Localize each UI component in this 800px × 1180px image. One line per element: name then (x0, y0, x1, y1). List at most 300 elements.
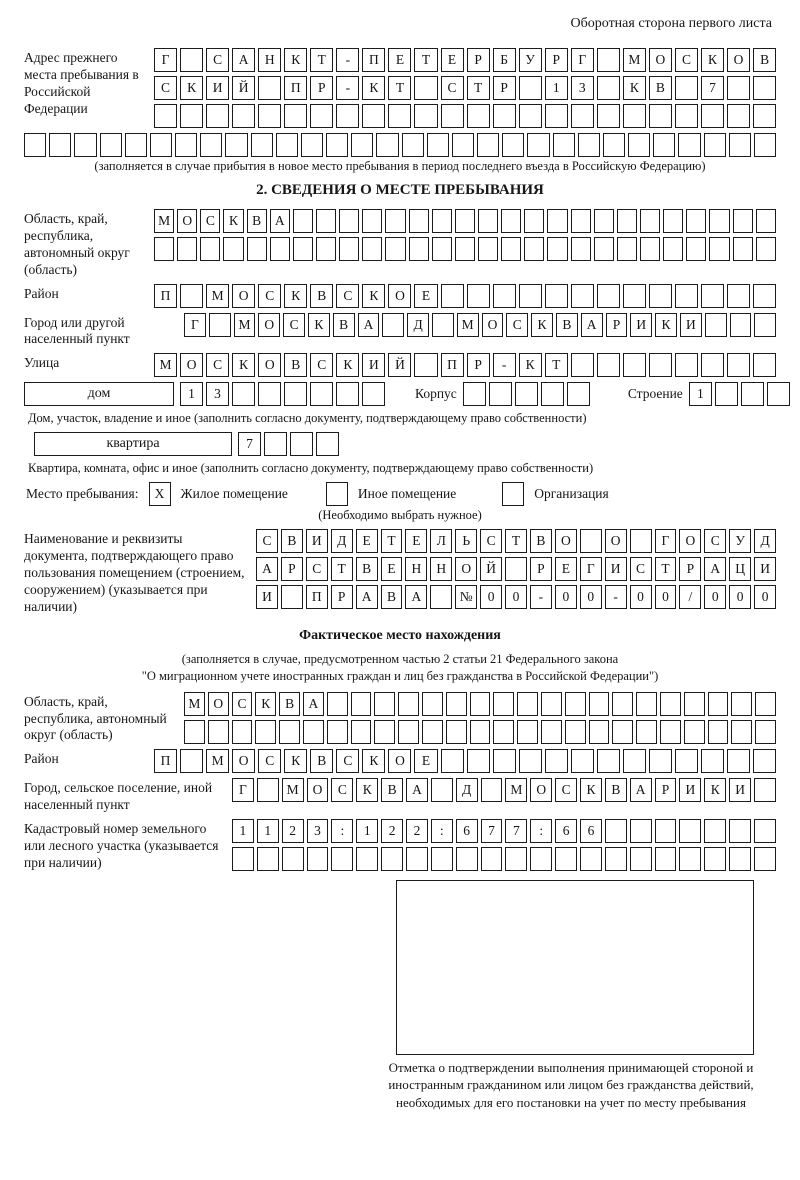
char-cell: : (431, 819, 453, 843)
char-row (154, 284, 776, 308)
char-cell (478, 209, 498, 233)
char-cell (374, 692, 395, 716)
char-cell (481, 847, 503, 871)
char-cell: М (234, 313, 256, 337)
stroenie-label: Строение (627, 386, 683, 402)
char-cell (630, 529, 652, 553)
char-cell: О (258, 313, 280, 337)
char-cell: 0 (655, 585, 677, 609)
char-cell (729, 133, 751, 157)
char-cell: Е (405, 529, 427, 553)
char-cell: П (362, 48, 385, 72)
char-cell (456, 847, 478, 871)
char-cell: И (729, 778, 751, 802)
char-row (154, 48, 776, 72)
char-cell: Г (571, 48, 594, 72)
char-cell: 3 (571, 76, 594, 100)
char-cell (422, 692, 443, 716)
char-cell: 0 (580, 585, 602, 609)
char-cell: : (331, 819, 353, 843)
char-cell: Р (281, 557, 303, 581)
char-cell (180, 48, 203, 72)
char-cell: О (307, 778, 329, 802)
char-cell (545, 284, 568, 308)
char-cell (704, 847, 726, 871)
char-cell (686, 209, 706, 233)
char-cell: Й (480, 557, 502, 581)
char-cell: М (457, 313, 479, 337)
char-cell (640, 237, 660, 261)
char-cell (281, 585, 303, 609)
char-cell (754, 778, 776, 802)
char-cell (753, 76, 776, 100)
house-box-label: дом (24, 382, 174, 406)
char-cell: 7 (701, 76, 724, 100)
char-cell (630, 819, 652, 843)
char-cell (754, 819, 776, 843)
char-cell (316, 237, 336, 261)
char-cell: И (754, 557, 776, 581)
char-cell (727, 284, 750, 308)
char-cell (362, 237, 382, 261)
char-cell (351, 720, 372, 744)
char-cell: Е (555, 557, 577, 581)
char-cell: Р (467, 353, 490, 377)
char-cell (753, 284, 776, 308)
apartment-caption: Квартира, комната, офис и иное (заполнить согласно документу, подтверждающему право собственности) (28, 461, 594, 476)
char-cell: В (381, 778, 403, 802)
char-cell (675, 284, 698, 308)
char-cell (206, 104, 229, 128)
apartment-cells (238, 432, 339, 456)
char-cell: И (256, 585, 278, 609)
char-cell (623, 749, 646, 773)
char-cell: С (256, 529, 278, 553)
char-cell: 0 (505, 585, 527, 609)
char-cell (727, 76, 750, 100)
char-cell (200, 133, 222, 157)
char-cell (686, 237, 706, 261)
char-cell: 6 (580, 819, 602, 843)
char-row (154, 749, 776, 773)
char-cell (553, 133, 575, 157)
char-cell: / (679, 585, 701, 609)
char-cell (385, 237, 405, 261)
char-cell (517, 720, 538, 744)
char-cell (617, 209, 637, 233)
char-cell (727, 104, 750, 128)
char-cell (326, 133, 348, 157)
char-cell (175, 133, 197, 157)
actual-subtitle-1: (заполняется в случае, предусмотренном частью 2 статьи 21 Федерального закона (181, 651, 619, 666)
char-cell (432, 313, 454, 337)
char-cell: К (308, 313, 330, 337)
char-cell (414, 104, 437, 128)
char-cell (519, 104, 542, 128)
char-cell (493, 720, 514, 744)
stamp-caption: Отметка о подтверждении выполнения принимающей стороной и иностранным гражданином или лицом без гражданства действий, необходимых для его постановки на учет по месту пребывания (388, 1059, 754, 1110)
char-cell (452, 133, 474, 157)
char-cell: 0 (729, 585, 751, 609)
char-cell (422, 720, 443, 744)
char-cell: С (258, 284, 281, 308)
char-cell (493, 749, 516, 773)
stroenie-cells (689, 382, 790, 406)
char-cell: Е (414, 749, 437, 773)
char-cell (502, 133, 524, 157)
actual-district-label: Район (24, 751, 59, 767)
char-cell (276, 133, 298, 157)
char-row (256, 529, 776, 553)
char-cell (293, 209, 313, 233)
char-cell: Е (388, 48, 411, 72)
street-group (24, 353, 776, 377)
char-cell (519, 76, 542, 100)
korpus-cells (463, 382, 590, 406)
char-cell (154, 104, 177, 128)
char-cell (660, 692, 681, 716)
char-row (154, 353, 776, 377)
prev-address-label: Адрес прежнего места пребывания в Российской Федерации (24, 50, 139, 116)
char-cell: Т (381, 529, 403, 553)
char-cell (675, 353, 698, 377)
char-cell (605, 819, 627, 843)
char-cell: Р (467, 48, 490, 72)
char-cell: К (580, 778, 602, 802)
char-cell: 7 (238, 432, 261, 456)
char-cell: М (282, 778, 304, 802)
char-cell: Т (414, 48, 437, 72)
char-cell (541, 382, 564, 406)
checkbox-residential: X (149, 482, 171, 506)
char-cell (467, 749, 490, 773)
char-cell: В (556, 313, 578, 337)
korpus-label: Корпус (415, 386, 457, 402)
char-row (154, 76, 776, 100)
char-cell: Г (184, 313, 206, 337)
char-cell: 0 (754, 585, 776, 609)
char-cell: С (200, 209, 220, 233)
actual-region-group (24, 692, 776, 745)
char-cell (258, 104, 281, 128)
char-cell: С (704, 529, 726, 553)
char-cell: А (356, 585, 378, 609)
char-cell: В (333, 313, 355, 337)
char-cell (409, 237, 429, 261)
char-cell (756, 237, 776, 261)
char-cell (727, 353, 750, 377)
char-cell: С (630, 557, 652, 581)
char-cell: М (154, 353, 177, 377)
char-cell (293, 237, 313, 261)
char-cell: 1 (689, 382, 712, 406)
char-cell (310, 382, 333, 406)
char-cell: В (281, 529, 303, 553)
char-cell (580, 847, 602, 871)
char-cell (756, 209, 776, 233)
char-cell (704, 819, 726, 843)
char-cell: М (206, 749, 229, 773)
char-cell (441, 284, 464, 308)
char-cell: Н (405, 557, 427, 581)
char-cell: 7 (481, 819, 503, 843)
char-cell: А (270, 209, 290, 233)
char-cell (301, 133, 323, 157)
char-cell (655, 847, 677, 871)
char-cell: К (336, 353, 359, 377)
char-cell (223, 237, 243, 261)
char-cell: К (223, 209, 243, 233)
char-cell: Г (655, 529, 677, 553)
char-row (184, 692, 776, 716)
char-cell: Р (679, 557, 701, 581)
char-cell (701, 749, 724, 773)
char-cell (594, 209, 614, 233)
char-cell: М (184, 692, 205, 716)
char-cell (279, 720, 300, 744)
char-cell: М (154, 209, 174, 233)
char-cell (660, 720, 681, 744)
char-cell (519, 284, 542, 308)
char-cell (431, 847, 453, 871)
char-cell: Ц (729, 557, 751, 581)
char-cell: О (208, 692, 229, 716)
char-cell (402, 133, 424, 157)
char-cell (49, 133, 71, 157)
char-cell: К (232, 353, 255, 377)
char-cell: Т (331, 557, 353, 581)
char-cell: Н (258, 48, 281, 72)
char-cell: В (310, 749, 333, 773)
char-cell (406, 847, 428, 871)
char-cell: С (506, 313, 528, 337)
char-cell (489, 382, 512, 406)
char-cell (463, 382, 486, 406)
char-cell (327, 720, 348, 744)
char-cell: М (206, 284, 229, 308)
char-cell (270, 237, 290, 261)
char-cell (446, 692, 467, 716)
char-cell: С (258, 749, 281, 773)
char-row (154, 237, 776, 261)
char-row (232, 819, 776, 843)
char-cell: 2 (381, 819, 403, 843)
char-cell (362, 209, 382, 233)
char-cell (628, 133, 650, 157)
char-cell: П (284, 76, 307, 100)
cadastre-group (24, 819, 776, 872)
char-cell (754, 133, 776, 157)
char-cell: 1 (356, 819, 378, 843)
char-cell (477, 133, 499, 157)
char-cell (524, 209, 544, 233)
char-cell: Р (606, 313, 628, 337)
district-label: Район (24, 285, 59, 301)
char-cell (351, 133, 373, 157)
char-cell (640, 209, 660, 233)
char-cell: С (154, 76, 177, 100)
char-cell: С (283, 313, 305, 337)
char-cell (255, 720, 276, 744)
char-cell (24, 133, 46, 157)
char-cell: Р (310, 76, 333, 100)
char-cell (264, 432, 287, 456)
char-cell (336, 382, 359, 406)
char-cell: Т (467, 76, 490, 100)
char-cell (555, 847, 577, 871)
char-cell: С (232, 692, 253, 716)
char-cell: Р (545, 48, 568, 72)
char-cell: 6 (555, 819, 577, 843)
char-cell: В (310, 284, 333, 308)
actual-district-group (24, 749, 776, 773)
char-cell: М (623, 48, 646, 72)
char-cell: К (356, 778, 378, 802)
char-cell (409, 209, 429, 233)
char-row (184, 313, 776, 337)
char-cell (351, 692, 372, 716)
char-cell (441, 104, 464, 128)
char-cell (754, 313, 776, 337)
house-caption: Дом, участок, владение и иное (заполнить согласно документу, подтверждающему право собственности) (28, 411, 587, 426)
char-cell (339, 209, 359, 233)
char-cell (597, 104, 620, 128)
char-cell (232, 720, 253, 744)
char-cell: К (623, 76, 646, 100)
char-cell: П (306, 585, 328, 609)
char-cell (708, 720, 729, 744)
region-rows (154, 209, 776, 261)
char-cell (530, 847, 552, 871)
char-cell: О (530, 778, 552, 802)
char-cell (519, 749, 542, 773)
char-cell: С (331, 778, 353, 802)
char-cell (636, 720, 657, 744)
char-cell (180, 284, 203, 308)
char-cell (414, 353, 437, 377)
char-cell (432, 209, 452, 233)
char-cell: В (356, 557, 378, 581)
char-cell (679, 847, 701, 871)
char-cell (251, 133, 273, 157)
char-cell (541, 692, 562, 716)
char-cell (517, 692, 538, 716)
char-cell: О (388, 284, 411, 308)
char-cell: М (505, 778, 527, 802)
char-row (184, 720, 776, 744)
char-cell: А (232, 48, 255, 72)
char-cell: О (679, 529, 701, 553)
char-cell (209, 313, 231, 337)
char-cell (455, 237, 475, 261)
apartment-box-label: квартира (34, 432, 232, 456)
char-cell (374, 720, 395, 744)
char-cell (731, 720, 752, 744)
char-cell (430, 585, 452, 609)
char-cell (180, 104, 203, 128)
prev-address-full-row (24, 133, 776, 157)
char-cell: 7 (505, 819, 527, 843)
char-cell (675, 104, 698, 128)
char-cell: К (655, 313, 677, 337)
char-cell: И (630, 313, 652, 337)
char-cell (623, 284, 646, 308)
char-cell (284, 382, 307, 406)
char-cell (649, 749, 672, 773)
prev-address-group (24, 48, 776, 128)
char-cell (432, 237, 452, 261)
char-cell (327, 692, 348, 716)
char-cell (527, 133, 549, 157)
char-cell: О (455, 557, 477, 581)
region-label: Область, край, республика, автономный округ (область) (24, 211, 130, 277)
char-cell (612, 720, 633, 744)
char-cell: В (279, 692, 300, 716)
char-cell: Т (388, 76, 411, 100)
prev-address-rows (154, 48, 776, 128)
char-cell (729, 847, 751, 871)
char-cell (704, 133, 726, 157)
char-cell: К (531, 313, 553, 337)
char-cell (755, 692, 776, 716)
char-cell (481, 778, 503, 802)
char-cell (571, 749, 594, 773)
char-cell: А (405, 585, 427, 609)
char-cell: К (362, 749, 385, 773)
char-cell (589, 692, 610, 716)
char-cell (225, 133, 247, 157)
char-cell (470, 720, 491, 744)
char-cell (755, 720, 776, 744)
stay-type-label: Место пребывания: (26, 486, 139, 502)
char-cell (125, 133, 147, 157)
char-cell: А (303, 692, 324, 716)
char-cell (565, 720, 586, 744)
char-cell (200, 237, 220, 261)
char-cell: С (206, 353, 229, 377)
char-cell: А (630, 778, 652, 802)
char-cell (663, 209, 683, 233)
cadastre-rows (232, 819, 776, 871)
actual-city-group (24, 778, 776, 814)
actual-region-label: Область, край, республика, автономный округ (область) (24, 693, 167, 743)
char-cell (427, 133, 449, 157)
char-cell: О (388, 749, 411, 773)
char-cell (282, 847, 304, 871)
house-cells (180, 382, 385, 406)
char-cell (316, 209, 336, 233)
char-cell (617, 237, 637, 261)
char-cell (515, 382, 538, 406)
char-row (256, 557, 776, 581)
char-cell (545, 104, 568, 128)
char-cell (578, 133, 600, 157)
char-cell: Р (655, 778, 677, 802)
char-cell (505, 847, 527, 871)
char-cell (478, 237, 498, 261)
char-cell (74, 133, 96, 157)
actual-title: Фактическое место нахождения (299, 627, 501, 643)
char-cell (381, 847, 403, 871)
char-cell: С (310, 353, 333, 377)
actual-city-label: Город, сельское поселение, иной населенный пункт (24, 780, 213, 813)
char-cell (446, 720, 467, 744)
char-cell: Д (754, 529, 776, 553)
char-cell (708, 692, 729, 716)
char-cell (675, 749, 698, 773)
char-cell: О (649, 48, 672, 72)
stay-type-note: (Необходимо выбрать нужное) (318, 508, 482, 523)
